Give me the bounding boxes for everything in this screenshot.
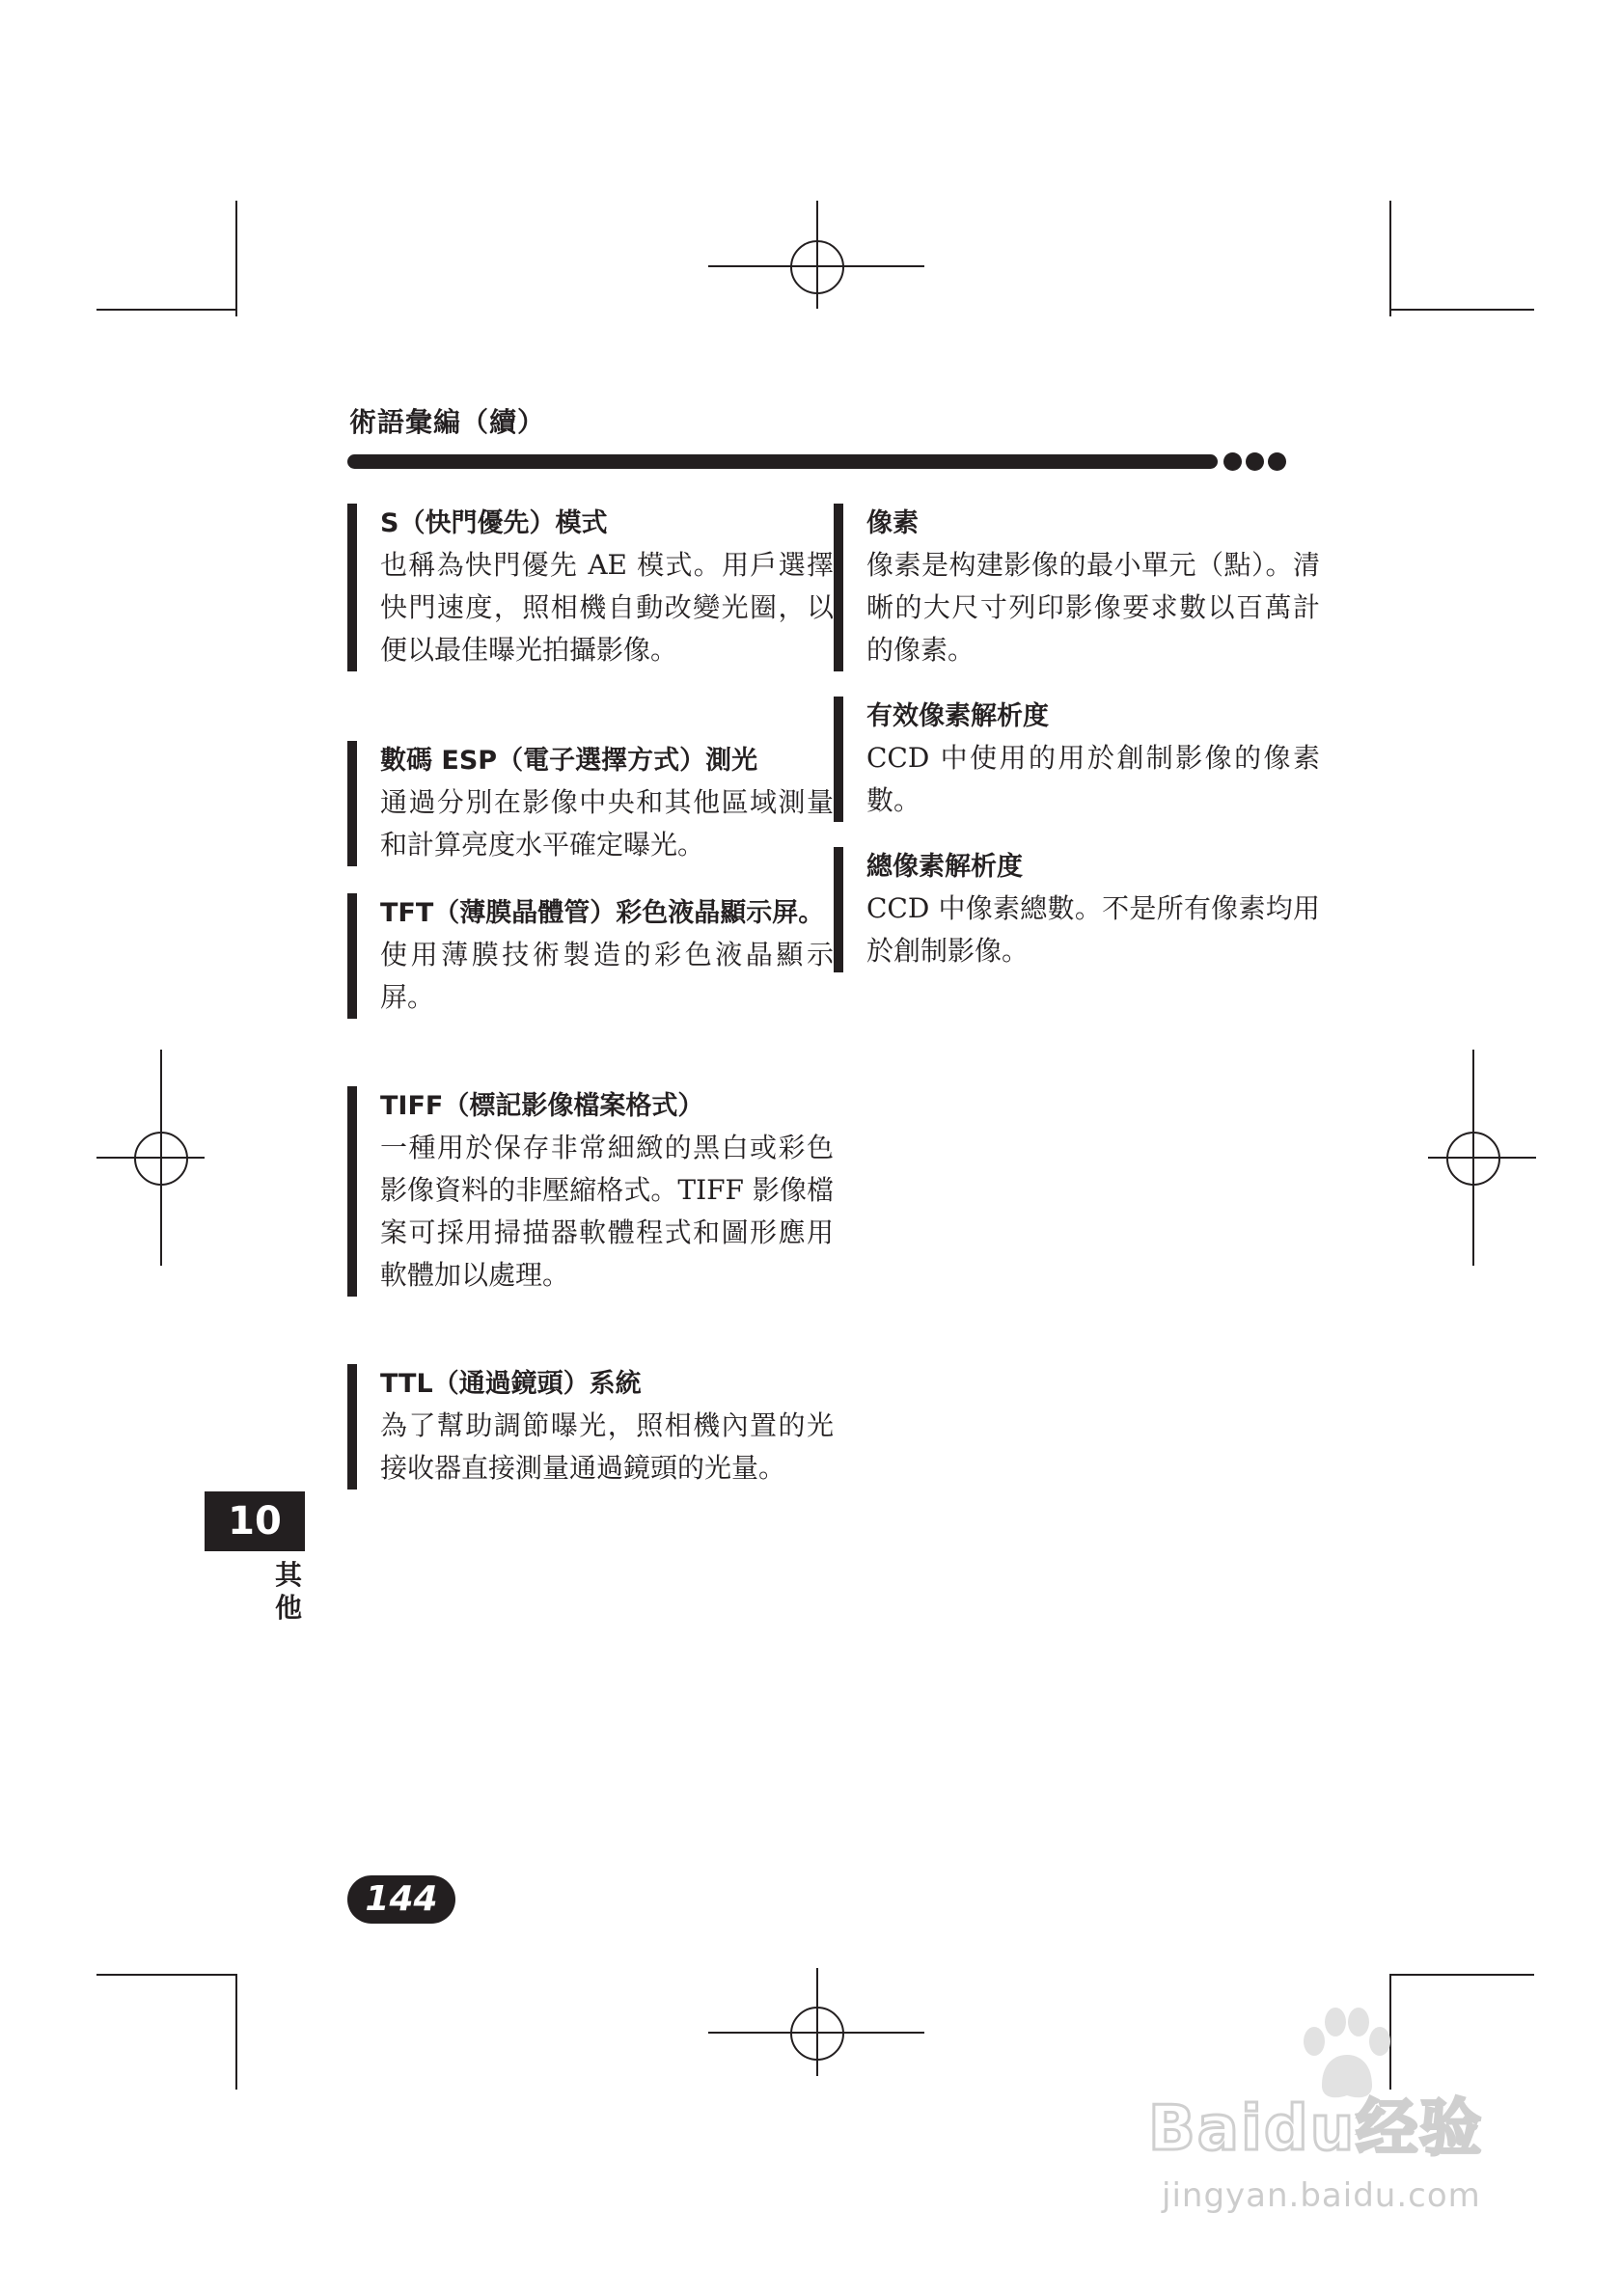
entry-term: 總像素解析度 bbox=[866, 852, 1023, 882]
chapter-label: 其他 bbox=[274, 1559, 302, 1624]
section-header: 術語彙編（續） bbox=[349, 406, 546, 438]
page-number: 144 bbox=[347, 1875, 455, 1924]
baidu-watermark bbox=[1148, 2007, 1573, 2228]
entry-description: 通過分別在影像中央和其他區域測量和計算亮度水平確定曝光。 bbox=[380, 786, 834, 861]
glossary-entry-s-mode bbox=[347, 504, 834, 671]
watermark-url: jingyan.baidu.com bbox=[1162, 2176, 1481, 2215]
entry-description: 使用薄膜技術製造的彩色液晶顯示屏。 bbox=[380, 939, 834, 1013]
entry-description: 像素是构建影像的最小單元（點）。清晰的大尺寸列印影像要求數以百萬計的像素。 bbox=[866, 549, 1320, 666]
glossary-entry-tiff bbox=[347, 1086, 834, 1297]
entry-term: S（快門優先）模式 bbox=[380, 508, 608, 538]
header-dot bbox=[1268, 452, 1286, 471]
entry-description: 為了幫助調節曝光，照相機內置的光接收器直接測量通過鏡頭的光量。 bbox=[380, 1409, 834, 1484]
entry-description: CCD 中使用的用於創制影像的像素數。 bbox=[866, 742, 1320, 816]
glossary-entry-effective-pixels bbox=[834, 697, 1320, 822]
entry-description: 一種用於保存非常細緻的黑白或彩色影像資料的非壓縮格式。TIFF 影像檔案可採用掃描器軟體程式和圖形應用軟體加以處理。 bbox=[380, 1132, 834, 1291]
glossary-entry-ttl bbox=[347, 1364, 834, 1490]
header-dot bbox=[1246, 452, 1264, 471]
watermark-logo-text: Baidu经验 bbox=[1148, 2093, 1484, 2165]
entry-term: TFT（薄膜晶體管）彩色液晶顯示屏。 bbox=[380, 898, 825, 928]
paw-icon bbox=[1293, 2007, 1399, 2103]
glossary-entry-tft bbox=[347, 893, 834, 1019]
glossary-entry-total-pixels bbox=[834, 847, 1320, 972]
entry-description: CCD 中像素總數。不是所有像素均用於創制影像。 bbox=[866, 892, 1320, 967]
entry-term: TTL（通過鏡頭）系統 bbox=[380, 1369, 642, 1399]
entry-term: 像素 bbox=[866, 508, 919, 538]
header-dot bbox=[1223, 452, 1242, 471]
entry-term: TIFF（標記影像檔案格式） bbox=[380, 1091, 704, 1121]
entry-term: 數碼 ESP（電子選擇方式）測光 bbox=[380, 746, 758, 776]
entry-term: 有效像素解析度 bbox=[866, 701, 1049, 731]
glossary-entry-pixel bbox=[834, 504, 1320, 671]
entry-description: 也稱為快門優先 AE 模式。用戶選擇快門速度，照相機自動改變光圈，以便以最佳曝光拍攝影像。 bbox=[380, 549, 834, 666]
header-rule bbox=[347, 454, 1218, 469]
chapter-number-tab: 10 bbox=[205, 1491, 305, 1551]
glossary-entry-digital-esp bbox=[347, 741, 834, 866]
